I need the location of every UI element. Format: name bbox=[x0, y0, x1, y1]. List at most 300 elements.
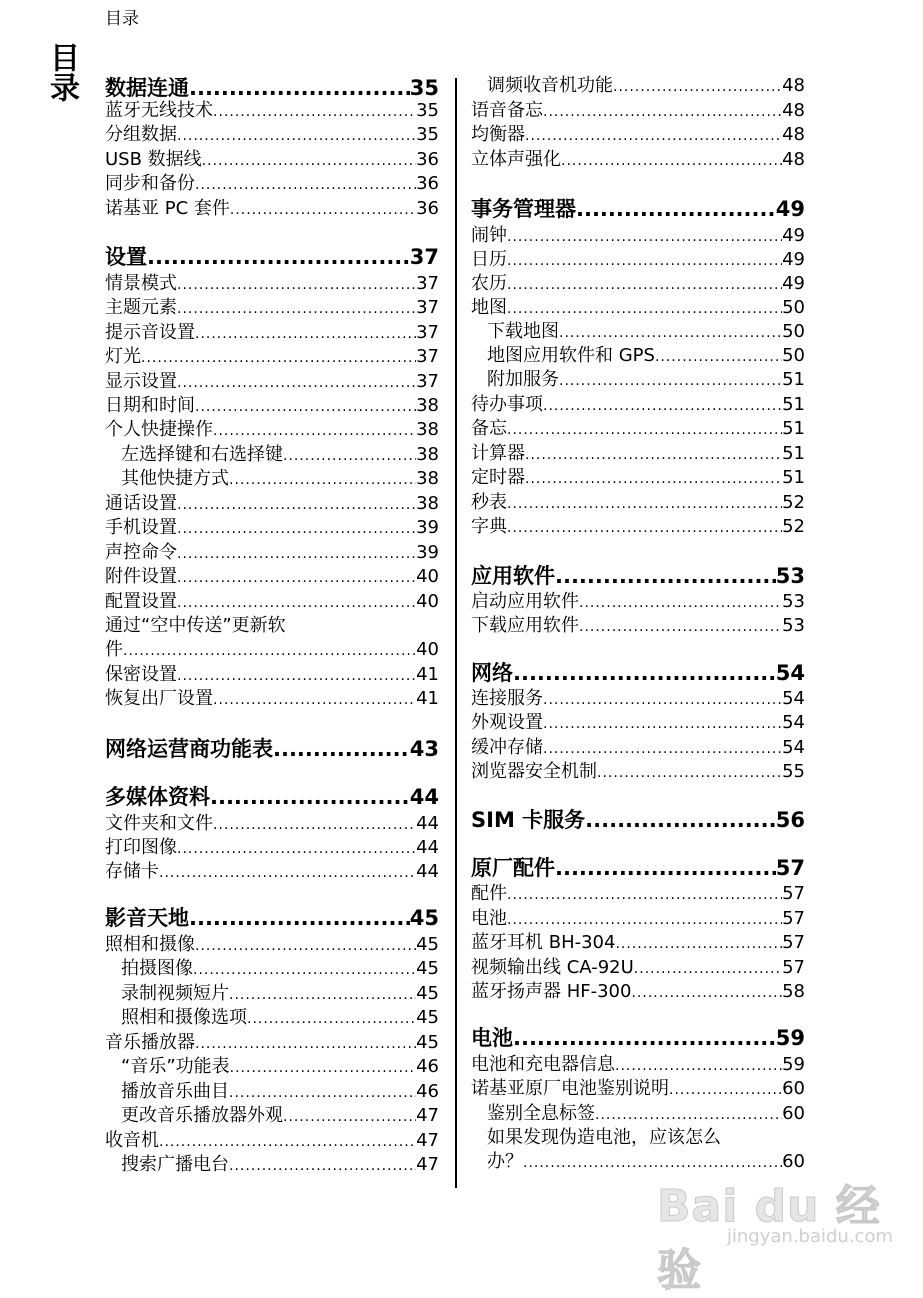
toc-section-entry[interactable] bbox=[105, 565, 439, 589]
toc-section-entry[interactable] bbox=[471, 736, 805, 760]
toc-entry-title-continued: 通过“空中传送”更新软 bbox=[105, 615, 286, 636]
toc-page-number: 37 bbox=[409, 245, 439, 269]
toc-entry-title: 声控命令 bbox=[105, 542, 177, 563]
toc-page-number: 54 bbox=[775, 661, 805, 685]
toc-entry-title: 蓝牙扬声器 HF-300 bbox=[471, 981, 632, 1002]
toc-section-entry[interactable] bbox=[105, 933, 439, 957]
dot-leader bbox=[177, 297, 416, 321]
toc-section-entry[interactable] bbox=[105, 516, 439, 540]
toc-entry-title: 秒表 bbox=[471, 492, 507, 513]
dot-leader bbox=[507, 883, 782, 907]
dot-leader bbox=[597, 761, 782, 785]
dot-leader bbox=[159, 1130, 416, 1154]
dot-leader bbox=[543, 394, 782, 418]
dot-leader bbox=[283, 444, 416, 468]
dot-leader bbox=[507, 297, 782, 321]
toc-entry-title: 农历 bbox=[471, 273, 507, 294]
toc-section-entry[interactable] bbox=[105, 687, 439, 711]
dot-leader bbox=[177, 493, 416, 517]
toc-entry-title: 显示设置 bbox=[105, 371, 177, 392]
dot-leader bbox=[543, 688, 782, 712]
side-title: 目录 bbox=[44, 42, 79, 102]
toc-section-entry[interactable] bbox=[471, 417, 805, 441]
toc-section-entry[interactable] bbox=[105, 860, 439, 884]
toc-entry-title: 设置 bbox=[105, 245, 147, 269]
toc-page-number: 48 bbox=[782, 124, 805, 145]
toc-entry-title: 手机设置 bbox=[105, 517, 177, 538]
toc-entry-title: 地图 bbox=[471, 297, 507, 318]
toc-page-number: 40 bbox=[416, 566, 439, 587]
toc-page-number: 53 bbox=[782, 591, 805, 612]
toc-entry-title: 更改音乐播放器外观 bbox=[121, 1105, 283, 1126]
running-header: 目录 bbox=[105, 9, 139, 29]
dot-leader bbox=[579, 615, 782, 639]
dot-leader bbox=[177, 566, 416, 590]
toc-section-entry[interactable] bbox=[105, 345, 439, 369]
toc-page-number: 60 bbox=[782, 1103, 805, 1124]
toc-section-entry[interactable] bbox=[105, 541, 439, 565]
dot-leader bbox=[177, 591, 416, 615]
dot-leader bbox=[147, 243, 410, 271]
toc-page-number: 49 bbox=[782, 225, 805, 246]
toc-entry-title: 音乐播放器 bbox=[105, 1032, 195, 1053]
toc-page-number: 58 bbox=[782, 981, 805, 1002]
toc-section-entry[interactable] bbox=[471, 590, 805, 614]
toc-page-number: 60 bbox=[782, 1078, 805, 1099]
toc-page-number: 52 bbox=[782, 492, 805, 513]
toc-page-number: 51 bbox=[782, 418, 805, 439]
toc-entry-title: 原厂配件 bbox=[471, 856, 555, 880]
toc-section-entry[interactable] bbox=[471, 224, 805, 248]
toc-section-entry[interactable] bbox=[471, 442, 805, 466]
toc-entry-title: SIM 卡服务 bbox=[471, 808, 586, 832]
toc-chapter-entry[interactable] bbox=[471, 806, 805, 834]
toc-subsection-entry[interactable] bbox=[105, 443, 439, 467]
dot-leader bbox=[634, 957, 782, 981]
toc-section-entry[interactable] bbox=[471, 123, 805, 147]
toc-page-number: 53 bbox=[782, 615, 805, 636]
toc-page-number: 47 bbox=[416, 1130, 439, 1151]
dot-leader bbox=[177, 124, 416, 148]
toc-subsection-entry[interactable] bbox=[105, 957, 439, 981]
dot-leader bbox=[561, 149, 782, 173]
toc-chapter-entry[interactable] bbox=[471, 1024, 805, 1052]
toc-entry-title: 诺基亚 PC 套件 bbox=[105, 198, 230, 219]
toc-page-number: 52 bbox=[782, 516, 805, 537]
dot-leader bbox=[123, 639, 416, 663]
toc-page-number: 38 bbox=[416, 493, 439, 514]
toc-section-entry[interactable] bbox=[471, 882, 805, 906]
toc-entry-title: 提示音设置 bbox=[105, 322, 195, 343]
dot-leader bbox=[615, 932, 782, 956]
dot-leader bbox=[525, 124, 782, 148]
toc-chapter-entry[interactable] bbox=[105, 783, 439, 811]
dot-leader bbox=[273, 735, 410, 763]
toc-entry-title: 件 bbox=[105, 639, 123, 660]
toc-page-number: 51 bbox=[782, 369, 805, 390]
toc-entry-title: 蓝牙耳机 BH-304 bbox=[471, 932, 616, 953]
toc-page-number: 39 bbox=[416, 542, 439, 563]
dot-leader bbox=[525, 443, 782, 467]
dot-leader bbox=[579, 591, 782, 615]
toc-entry-title: 下载地图 bbox=[487, 321, 559, 342]
dot-leader bbox=[177, 273, 416, 297]
dot-leader bbox=[507, 516, 782, 540]
dot-leader bbox=[507, 492, 782, 516]
toc-page-number: 59 bbox=[782, 1054, 805, 1075]
toc-entry-title: 附加服务 bbox=[487, 369, 559, 390]
toc-section-entry[interactable] bbox=[105, 123, 439, 147]
dot-leader bbox=[507, 908, 782, 932]
toc-page-number: 54 bbox=[782, 712, 805, 733]
toc-entry-title: 通话设置 bbox=[105, 493, 177, 514]
toc-entry-title: 情景模式 bbox=[105, 273, 177, 294]
toc-entry-title: 其他快捷方式 bbox=[121, 468, 229, 489]
toc-entry-title: 照相和摄像选项 bbox=[121, 1007, 247, 1028]
dot-leader bbox=[230, 1056, 416, 1080]
toc-section-entry[interactable] bbox=[471, 760, 805, 784]
toc-chapter-entry[interactable] bbox=[471, 562, 805, 590]
toc-entry-title: 网络运营商功能表 bbox=[105, 737, 273, 761]
toc-page-number: 51 bbox=[782, 467, 805, 488]
toc-page-number: 50 bbox=[782, 345, 805, 366]
toc-entry-title: 事务管理器 bbox=[471, 197, 576, 221]
dot-leader bbox=[195, 322, 416, 346]
toc-entry-title: 电池和充电器信息 bbox=[471, 1054, 615, 1075]
toc-page-number: 56 bbox=[775, 808, 805, 832]
dot-leader bbox=[543, 712, 782, 736]
toc-subsection-entry[interactable] bbox=[105, 1153, 439, 1177]
dot-leader bbox=[213, 419, 416, 443]
toc-page-number: 45 bbox=[409, 906, 439, 930]
toc-page-number: 45 bbox=[416, 1007, 439, 1028]
toc-page-number: 36 bbox=[416, 149, 439, 170]
toc-entry-title: 配件 bbox=[471, 883, 507, 904]
toc-section-entry[interactable] bbox=[105, 148, 439, 172]
toc-section-entry[interactable] bbox=[105, 197, 439, 221]
toc-page-number: 53 bbox=[775, 564, 805, 588]
toc-entry-title: 连接服务 bbox=[471, 688, 543, 709]
toc-entry-title: 电池 bbox=[471, 908, 507, 929]
dot-leader bbox=[247, 1007, 416, 1031]
dot-leader bbox=[195, 1032, 416, 1056]
toc-page-number: 39 bbox=[416, 517, 439, 538]
dot-leader bbox=[507, 225, 782, 249]
toc-page-number: 47 bbox=[416, 1105, 439, 1126]
toc-entry-title: 个人快捷操作 bbox=[105, 419, 213, 440]
toc-section-entry[interactable] bbox=[105, 663, 439, 687]
toc-chapter-entry[interactable] bbox=[105, 904, 439, 932]
toc-page-number: 35 bbox=[416, 124, 439, 145]
dot-leader bbox=[213, 100, 416, 124]
dot-leader bbox=[513, 659, 776, 687]
toc-page-number: 46 bbox=[416, 1056, 439, 1077]
toc-section-entry[interactable] bbox=[105, 836, 439, 860]
dot-leader bbox=[202, 149, 416, 173]
toc-entry-title: 存储卡 bbox=[105, 861, 159, 882]
toc-entry-title: 地图应用软件和 GPS bbox=[487, 345, 655, 366]
toc-chapter-entry[interactable] bbox=[105, 74, 439, 102]
toc-subsection-entry[interactable] bbox=[105, 1006, 439, 1030]
toc-page-number: 41 bbox=[416, 664, 439, 685]
toc-page-number: 51 bbox=[782, 394, 805, 415]
toc-page-number: 37 bbox=[416, 371, 439, 392]
toc-subsection-entry[interactable] bbox=[471, 1102, 805, 1126]
toc-entry-title: 立体声强化 bbox=[471, 149, 561, 170]
toc-page-number: 54 bbox=[782, 737, 805, 758]
toc-page-number: 57 bbox=[782, 932, 805, 953]
toc-page-number: 35 bbox=[409, 76, 439, 100]
toc-section-entry[interactable] bbox=[105, 1129, 439, 1153]
dot-leader bbox=[576, 195, 776, 223]
toc-entry-title: 办？ bbox=[487, 1151, 523, 1172]
toc-entry-title: 多媒体资料 bbox=[105, 785, 210, 809]
toc-entry-title: “音乐”功能表 bbox=[121, 1056, 230, 1077]
toc-chapter-entry[interactable] bbox=[105, 735, 439, 763]
toc-subsection-entry[interactable] bbox=[105, 467, 439, 491]
toc-section-entry[interactable] bbox=[105, 172, 439, 196]
toc-section-entry[interactable] bbox=[471, 148, 805, 172]
dot-leader bbox=[555, 562, 776, 590]
toc-subsection-entry[interactable] bbox=[105, 1104, 439, 1128]
toc-page-number: 48 bbox=[782, 100, 805, 121]
dot-leader bbox=[283, 1105, 416, 1129]
toc-subsection-entry[interactable] bbox=[471, 368, 805, 392]
dot-leader bbox=[631, 981, 782, 1005]
dot-leader bbox=[193, 958, 416, 982]
toc-section-entry[interactable] bbox=[105, 590, 439, 614]
toc-entry-title: 影音天地 bbox=[105, 906, 189, 930]
toc-section-entry[interactable] bbox=[105, 1031, 439, 1055]
dot-leader bbox=[555, 854, 776, 882]
toc-entry-title: 录制视频短片 bbox=[121, 983, 229, 1004]
toc-subsection-entry[interactable] bbox=[471, 344, 805, 368]
dot-leader bbox=[669, 1078, 782, 1102]
toc-page-number: 38 bbox=[416, 468, 439, 489]
column-divider bbox=[455, 78, 457, 1188]
toc-page-number: 49 bbox=[782, 249, 805, 270]
toc-section-entry[interactable] bbox=[471, 614, 805, 638]
toc-subsection-entry[interactable] bbox=[105, 982, 439, 1006]
dot-leader bbox=[507, 418, 782, 442]
toc-page-number: 38 bbox=[416, 444, 439, 465]
dot-leader bbox=[559, 369, 782, 393]
toc-section-entry[interactable] bbox=[471, 687, 805, 711]
toc-page-number: 44 bbox=[416, 813, 439, 834]
toc-section-entry[interactable] bbox=[105, 296, 439, 320]
dot-leader bbox=[229, 983, 416, 1007]
toc-entry-title: 文件夹和文件 bbox=[105, 813, 213, 834]
toc-entry-title: 缓冲存储 bbox=[471, 737, 543, 758]
toc-entry-title: 照相和摄像 bbox=[105, 934, 195, 955]
dot-leader bbox=[195, 395, 416, 419]
toc-entry-title: 播放音乐曲目 bbox=[121, 1081, 229, 1102]
dot-leader bbox=[141, 346, 416, 370]
toc-section-entry[interactable] bbox=[471, 491, 805, 515]
toc-entry-title: 下载应用软件 bbox=[471, 615, 579, 636]
toc-entry-title: 视频输出线 CA-92U bbox=[471, 957, 634, 978]
dot-leader bbox=[655, 345, 782, 369]
toc-page-number: 38 bbox=[416, 419, 439, 440]
toc-entry-title: 浏览器安全机制 bbox=[471, 761, 597, 782]
toc-entry-title: 闹钟 bbox=[471, 225, 507, 246]
toc-page-number: 45 bbox=[416, 958, 439, 979]
dot-leader bbox=[177, 371, 416, 395]
toc-section-entry[interactable] bbox=[105, 638, 439, 662]
toc-subsection-entry[interactable] bbox=[471, 320, 805, 344]
toc-chapter-entry[interactable] bbox=[105, 243, 439, 271]
toc-section-entry[interactable] bbox=[105, 492, 439, 516]
toc-page-number: 44 bbox=[409, 785, 439, 809]
toc-entry-title: 语音备忘 bbox=[471, 100, 543, 121]
toc-page-number: 38 bbox=[416, 395, 439, 416]
toc-page-number: 57 bbox=[775, 856, 805, 880]
dot-leader bbox=[513, 1024, 776, 1052]
toc-entry-title: 蓝牙无线技术 bbox=[105, 100, 213, 121]
toc-entry-title: USB 数据线 bbox=[105, 149, 202, 170]
toc-section-entry[interactable] bbox=[105, 272, 439, 296]
toc-section-entry[interactable] bbox=[105, 812, 439, 836]
dot-leader bbox=[507, 249, 782, 273]
dot-leader bbox=[195, 173, 416, 197]
toc-entry-title: 电池 bbox=[471, 1026, 513, 1050]
dot-leader bbox=[585, 806, 776, 834]
toc-section-entry[interactable] bbox=[105, 321, 439, 345]
toc-section-entry[interactable] bbox=[471, 272, 805, 296]
toc-section-entry[interactable] bbox=[471, 1077, 805, 1101]
toc-entry-title: 网络 bbox=[471, 661, 513, 685]
dot-leader bbox=[210, 783, 410, 811]
toc-page-number: 48 bbox=[782, 75, 805, 96]
dot-leader bbox=[189, 904, 410, 932]
toc-entry-title: 外观设置 bbox=[471, 712, 543, 733]
toc-page-number: 45 bbox=[416, 1032, 439, 1053]
toc-subsection-entry[interactable] bbox=[471, 74, 805, 98]
toc-chapter-entry[interactable] bbox=[471, 659, 805, 687]
toc-page-number: 57 bbox=[782, 908, 805, 929]
toc-subsection-entry[interactable] bbox=[105, 1080, 439, 1104]
toc-page-number: 49 bbox=[782, 273, 805, 294]
toc-entry-title: 搜索广播电台 bbox=[121, 1154, 229, 1175]
toc-entry-title: 灯光 bbox=[105, 346, 141, 367]
dot-leader bbox=[177, 664, 416, 688]
dot-leader bbox=[525, 467, 782, 491]
toc-page-number: 47 bbox=[416, 1154, 439, 1175]
toc-subsection-entry[interactable] bbox=[105, 1055, 439, 1079]
toc-section-entry[interactable] bbox=[471, 296, 805, 320]
toc-page-number: 46 bbox=[416, 1081, 439, 1102]
toc-page-number: 50 bbox=[782, 297, 805, 318]
toc-page-number: 43 bbox=[409, 737, 439, 761]
toc-page-number: 37 bbox=[416, 322, 439, 343]
toc-section-entry[interactable] bbox=[471, 248, 805, 272]
toc-page-number: 36 bbox=[416, 198, 439, 219]
toc-entry-title: 备忘 bbox=[471, 418, 507, 439]
watermark-url: jingyan.baidu.com bbox=[726, 1226, 893, 1247]
toc-entry-title: 计算器 bbox=[471, 443, 525, 464]
toc-page-number: 59 bbox=[775, 1026, 805, 1050]
toc-page-number: 54 bbox=[782, 688, 805, 709]
toc-entry-title: 拍摄图像 bbox=[121, 958, 193, 979]
toc-entry-title: 配置设置 bbox=[105, 591, 177, 612]
dot-leader bbox=[229, 1081, 416, 1105]
toc-page-number: 45 bbox=[416, 934, 439, 955]
dot-leader bbox=[543, 737, 782, 761]
dot-leader bbox=[615, 1054, 782, 1078]
toc-page-number: 40 bbox=[416, 591, 439, 612]
toc-page-number: 36 bbox=[416, 173, 439, 194]
toc-chapter-entry[interactable] bbox=[471, 854, 805, 882]
toc-entry-title: 恢复出厂设置 bbox=[105, 688, 213, 709]
toc-section-entry[interactable] bbox=[471, 980, 805, 1004]
toc-section-entry[interactable] bbox=[471, 711, 805, 735]
toc-entry-title: 鉴别全息标签 bbox=[487, 1103, 595, 1124]
toc-section-entry[interactable] bbox=[105, 99, 439, 123]
toc-page-number: 37 bbox=[416, 297, 439, 318]
toc-section-entry[interactable] bbox=[471, 515, 805, 539]
toc-section-entry[interactable] bbox=[471, 99, 805, 123]
dot-leader bbox=[177, 837, 416, 861]
dot-leader bbox=[613, 75, 782, 99]
dot-leader bbox=[195, 934, 416, 958]
toc-entry-title: 分组数据 bbox=[105, 124, 177, 145]
toc-entry-title: 待办事项 bbox=[471, 394, 543, 415]
toc-entry-title: 左选择键和右选择键 bbox=[121, 444, 283, 465]
toc-section-entry[interactable] bbox=[471, 466, 805, 490]
dot-leader bbox=[230, 198, 416, 222]
toc-section-entry[interactable] bbox=[105, 394, 439, 418]
toc-section-entry[interactable] bbox=[471, 956, 805, 980]
toc-entry-title: 同步和备份 bbox=[105, 173, 195, 194]
toc-entry-title: 调频收音机功能 bbox=[487, 75, 613, 96]
toc-entry-title: 保密设置 bbox=[105, 664, 177, 685]
toc-page-number: 48 bbox=[782, 149, 805, 170]
toc-page-number: 55 bbox=[782, 761, 805, 782]
toc-section-entry[interactable] bbox=[105, 418, 439, 442]
dot-leader bbox=[229, 1154, 416, 1178]
toc-page-number: 44 bbox=[416, 861, 439, 882]
toc-page-number: 50 bbox=[782, 321, 805, 342]
toc-section-entry[interactable] bbox=[105, 370, 439, 394]
toc-entry-title: 均衡器 bbox=[471, 124, 525, 145]
toc-page-number: 41 bbox=[416, 688, 439, 709]
toc-section-entry[interactable] bbox=[471, 931, 805, 955]
toc-page-number: 44 bbox=[416, 837, 439, 858]
toc-entry-title-continued: 如果发现伪造电池，应该怎么 bbox=[487, 1127, 721, 1148]
toc-page-number: 57 bbox=[782, 957, 805, 978]
toc-page-number: 37 bbox=[416, 273, 439, 294]
dot-leader bbox=[177, 517, 416, 541]
toc-page-number: 60 bbox=[782, 1151, 805, 1172]
toc-entry-title: 日历 bbox=[471, 249, 507, 270]
toc-chapter-entry[interactable] bbox=[471, 195, 805, 223]
toc-entry-title: 日期和时间 bbox=[105, 395, 195, 416]
toc-entry-title: 打印图像 bbox=[105, 837, 177, 858]
dot-leader bbox=[177, 542, 416, 566]
dot-leader bbox=[229, 468, 416, 492]
toc-page-number: 51 bbox=[782, 443, 805, 464]
toc-page-number: 35 bbox=[416, 100, 439, 121]
dot-leader bbox=[595, 1103, 782, 1127]
dot-leader bbox=[159, 861, 416, 885]
dot-leader bbox=[559, 321, 782, 345]
toc-section-entry[interactable] bbox=[471, 393, 805, 417]
toc-page-number: 45 bbox=[416, 983, 439, 1004]
toc-section-entry[interactable] bbox=[471, 907, 805, 931]
dot-leader bbox=[213, 813, 416, 837]
toc-section-entry[interactable] bbox=[471, 1053, 805, 1077]
toc-entry-title: 主题元素 bbox=[105, 297, 177, 318]
